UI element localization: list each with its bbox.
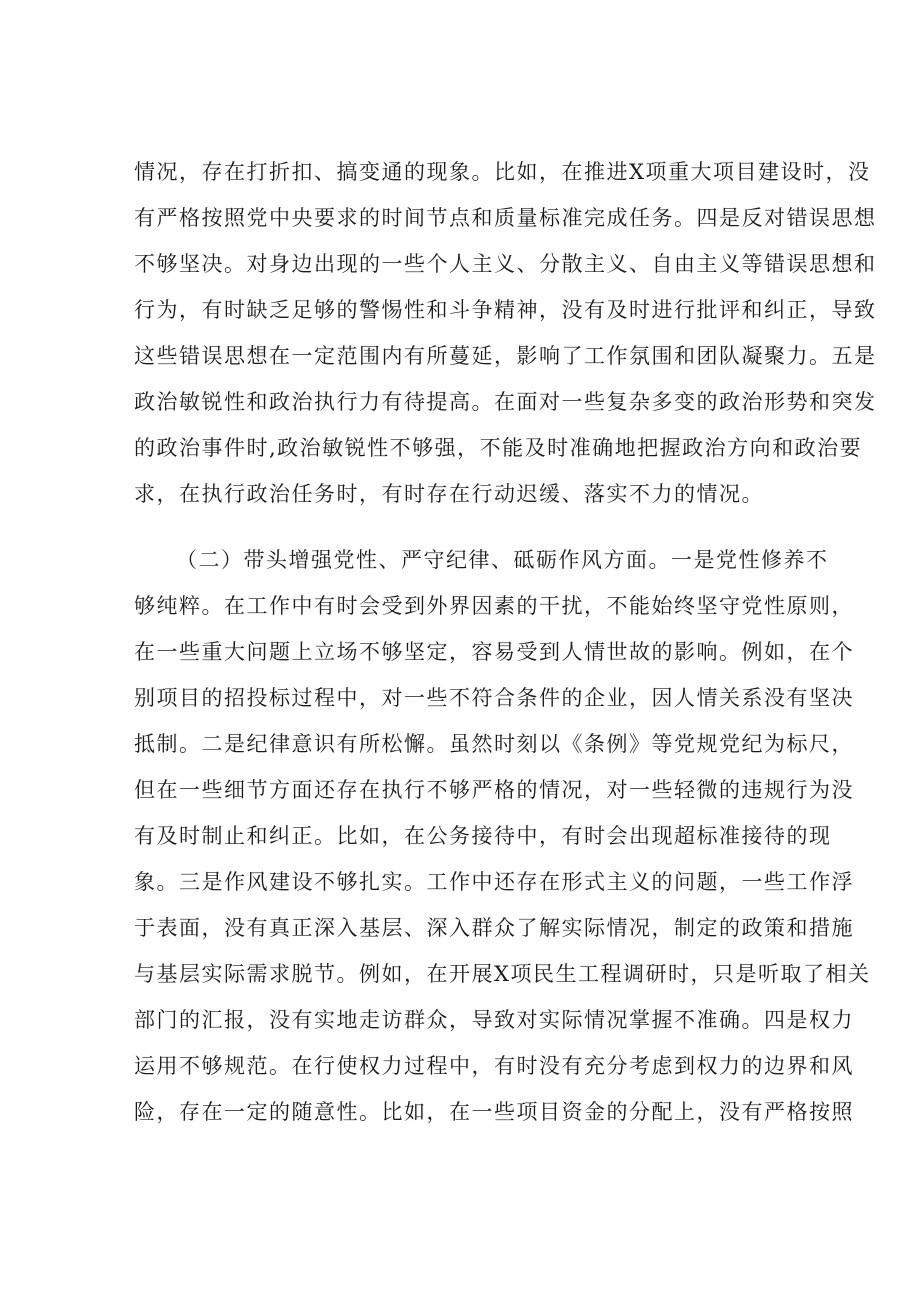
text-line: 的政治事件时,政治敏锐性不够强，不能及时准确地把握政治方向和政治要 — [134, 436, 863, 460]
text-line: 险，存在一定的随意性。比如，在一些项目资金的分配上，没有严格按照 — [134, 1100, 854, 1124]
text-line: 够纯粹。在工作中有时会受到外界因素的干扰，不能始终坚守党性原则， — [134, 594, 854, 618]
text-line: 有严格按照党中央要求的时间节点和质量标准完成任务。四是反对错误思想 — [134, 206, 877, 230]
text-line: 别项目的招投标过程中，对一些不符合条件的企业，因人情关系没有坚决 — [134, 686, 854, 710]
text-line: 但在一些细节方面还存在执行不够严格的情况，对一些轻微的违规行为没 — [134, 778, 854, 802]
text-line: 与基层实际需求脱节。例如，在开展X项民生工程调研时，只是听取了相关 — [134, 962, 871, 986]
text-line: 运用不够规范。在行使权力过程中，有时没有充分考虑到权力的边界和风 — [134, 1054, 854, 1078]
text-line: 这些错误思想在一定范围内有所蔓延，影响了工作氛围和团队凝聚力。五是 — [134, 344, 877, 368]
text-line: 象。三是作风建设不够扎实。工作中还存在形式主义的问题，一些工作浮 — [134, 870, 854, 894]
text-line: 有及时制止和纠正。比如，在公务接待中，有时会出现超标准接待的现 — [134, 824, 832, 848]
text-line: 于表面，没有真正深入基层、深入群众了解实际情况，制定的政策和措施 — [134, 916, 854, 940]
text-line: 不够坚决。对身边出现的一些个人主义、分散主义、自由主义等错误思想和 — [134, 252, 877, 276]
text-line: 抵制。二是纪律意识有所松懈。虽然时刻以《条例》等党规党纪为标尺， — [134, 732, 854, 756]
text-line: 行为，有时缺乏足够的警惕性和斗争精神，没有及时进行批评和纠正，导致 — [134, 298, 877, 322]
text-line: 情况，存在打折扣、搞变通的现象。比如，在推进X项重大项目建设时，没 — [134, 160, 871, 184]
text-line: 在一些重大问题上立场不够坚定，容易受到人情世故的影响。例如，在个 — [134, 640, 854, 664]
text-line: 求，在执行政治任务时，有时存在行动迟缓、落实不力的情况。 — [134, 482, 764, 506]
text-line: 部门的汇报，没有实地走访群众，导致对实际情况掌握不准确。四是权力 — [134, 1008, 854, 1032]
text-line: 政治敏锐性和政治执行力有待提高。在面对一些复杂多变的政治形势和突发 — [134, 390, 877, 414]
paragraph-heading-line: （二）带头增强党性、严守纪律、砥砺作风方面。一是党性修养不 — [176, 548, 829, 572]
